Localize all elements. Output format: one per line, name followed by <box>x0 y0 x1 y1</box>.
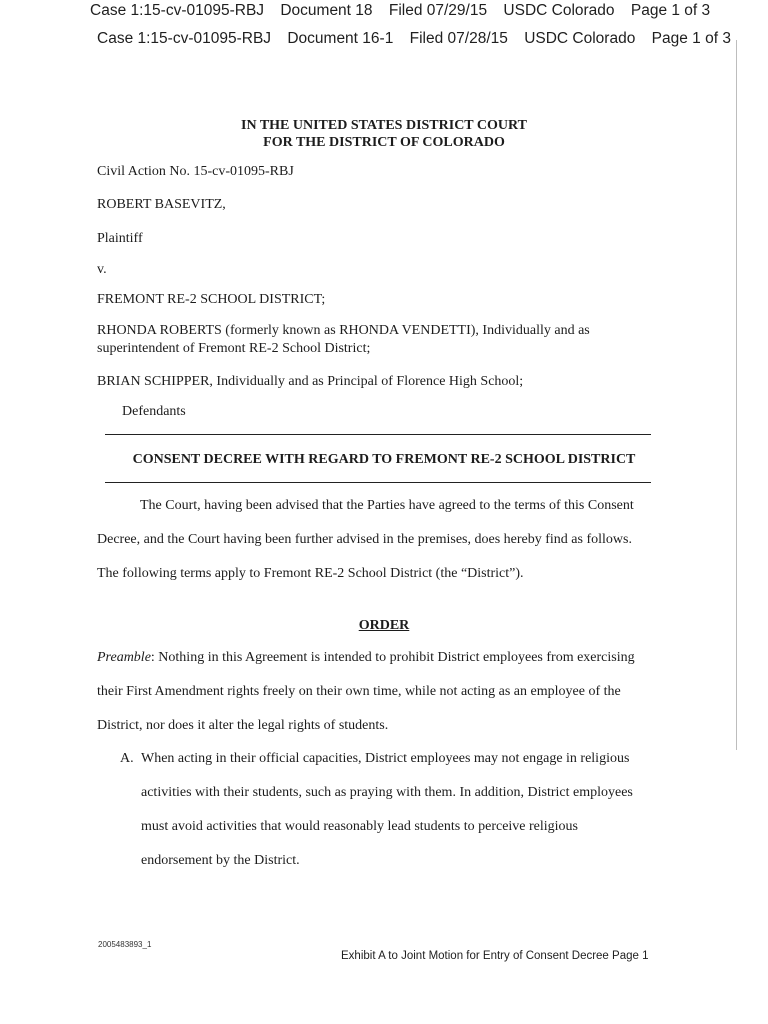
court-name: USDC Colorado <box>503 2 615 19</box>
ecf-header-stamp-current <box>90 2 710 20</box>
item-a-line2: activities with their students, such as praying with them. In addition, District employees <box>141 785 633 800</box>
court-heading <box>0 117 768 151</box>
intro-line2: Decree, and the Court having been further advised in the premises, does hereby find as follows. <box>97 532 632 547</box>
defendants-label: Defendants <box>122 404 186 419</box>
order-heading: ORDER <box>358 618 410 633</box>
case-number: Case 1:15-cv-01095-RBJ <box>97 30 272 47</box>
versus-label: v. <box>97 262 107 277</box>
document-number: Document 16-1 <box>287 30 394 47</box>
plaintiff-name: ROBERT BASEVITZ, <box>97 197 226 212</box>
civil-action-number: Civil Action No. 15-cv-01095-RBJ <box>97 164 294 179</box>
ecf-header-stamp-original <box>97 30 731 48</box>
intro-line3: The following terms apply to Fremont RE-2 School District (the “District”). <box>97 566 524 581</box>
defendant-principal: BRIAN SCHIPPER, Individually and as Principal of Florence High School; <box>97 374 524 389</box>
court-heading-line2: FOR THE DISTRICT OF COLORADO <box>263 135 505 150</box>
document-number: Document 18 <box>280 2 373 19</box>
preamble-line3: District, nor does it alter the legal rights of students. <box>97 718 389 733</box>
preamble-line1 <box>97 650 635 666</box>
item-a-line3: must avoid activities that would reasonably lead students to perceive religious <box>141 819 579 834</box>
intro-line1: The Court, having been advised that the Parties have agreed to the terms of this Consent <box>140 498 634 513</box>
plaintiff-label: Plaintiff <box>97 231 143 246</box>
page-indicator: Page 1 of 3 <box>630 2 711 19</box>
defendant-superintendent-line2: superintendent of Fremont RE-2 School District; <box>97 341 371 356</box>
preamble-line1-text: : Nothing in this Agreement is intended to prohibit District employees from exercising <box>150 650 635 665</box>
document-title: CONSENT DECREE WITH REGARD TO FREMONT RE-2 SCHOOL DISTRICT <box>132 452 636 467</box>
defendant-superintendent-line1: RHONDA ROBERTS (formerly known as RHONDA VENDETTI), Individually and as <box>97 323 590 338</box>
filed-date: Filed 07/29/15 <box>388 2 488 19</box>
item-a-marker: A. <box>120 751 134 766</box>
title-rule-bottom <box>105 482 651 483</box>
defendant-school-district: FREMONT RE-2 SCHOOL DISTRICT; <box>97 292 326 307</box>
page-indicator: Page 1 of 3 <box>651 30 731 47</box>
case-number: Case 1:15-cv-01095-RBJ <box>90 2 265 19</box>
title-rule-top <box>105 434 651 435</box>
court-name: USDC Colorado <box>524 30 636 47</box>
item-a-line1: When acting in their official capacities, District employees may not engage in religious <box>141 751 630 766</box>
filed-date: Filed 07/28/15 <box>409 30 508 47</box>
court-heading-line1: IN THE UNITED STATES DISTRICT COURT <box>241 118 527 133</box>
preamble-line2: their First Amendment rights freely on their own time, while not acting as an employee of the <box>97 684 621 699</box>
item-a-line4: endorsement by the District. <box>141 853 300 868</box>
preamble-label: Preamble <box>97 650 151 665</box>
footer-exhibit-label: Exhibit A to Joint Motion for Entry of Consent Decree Page 1 <box>341 950 649 962</box>
footer-document-number: 2005483893_1 <box>98 940 152 949</box>
